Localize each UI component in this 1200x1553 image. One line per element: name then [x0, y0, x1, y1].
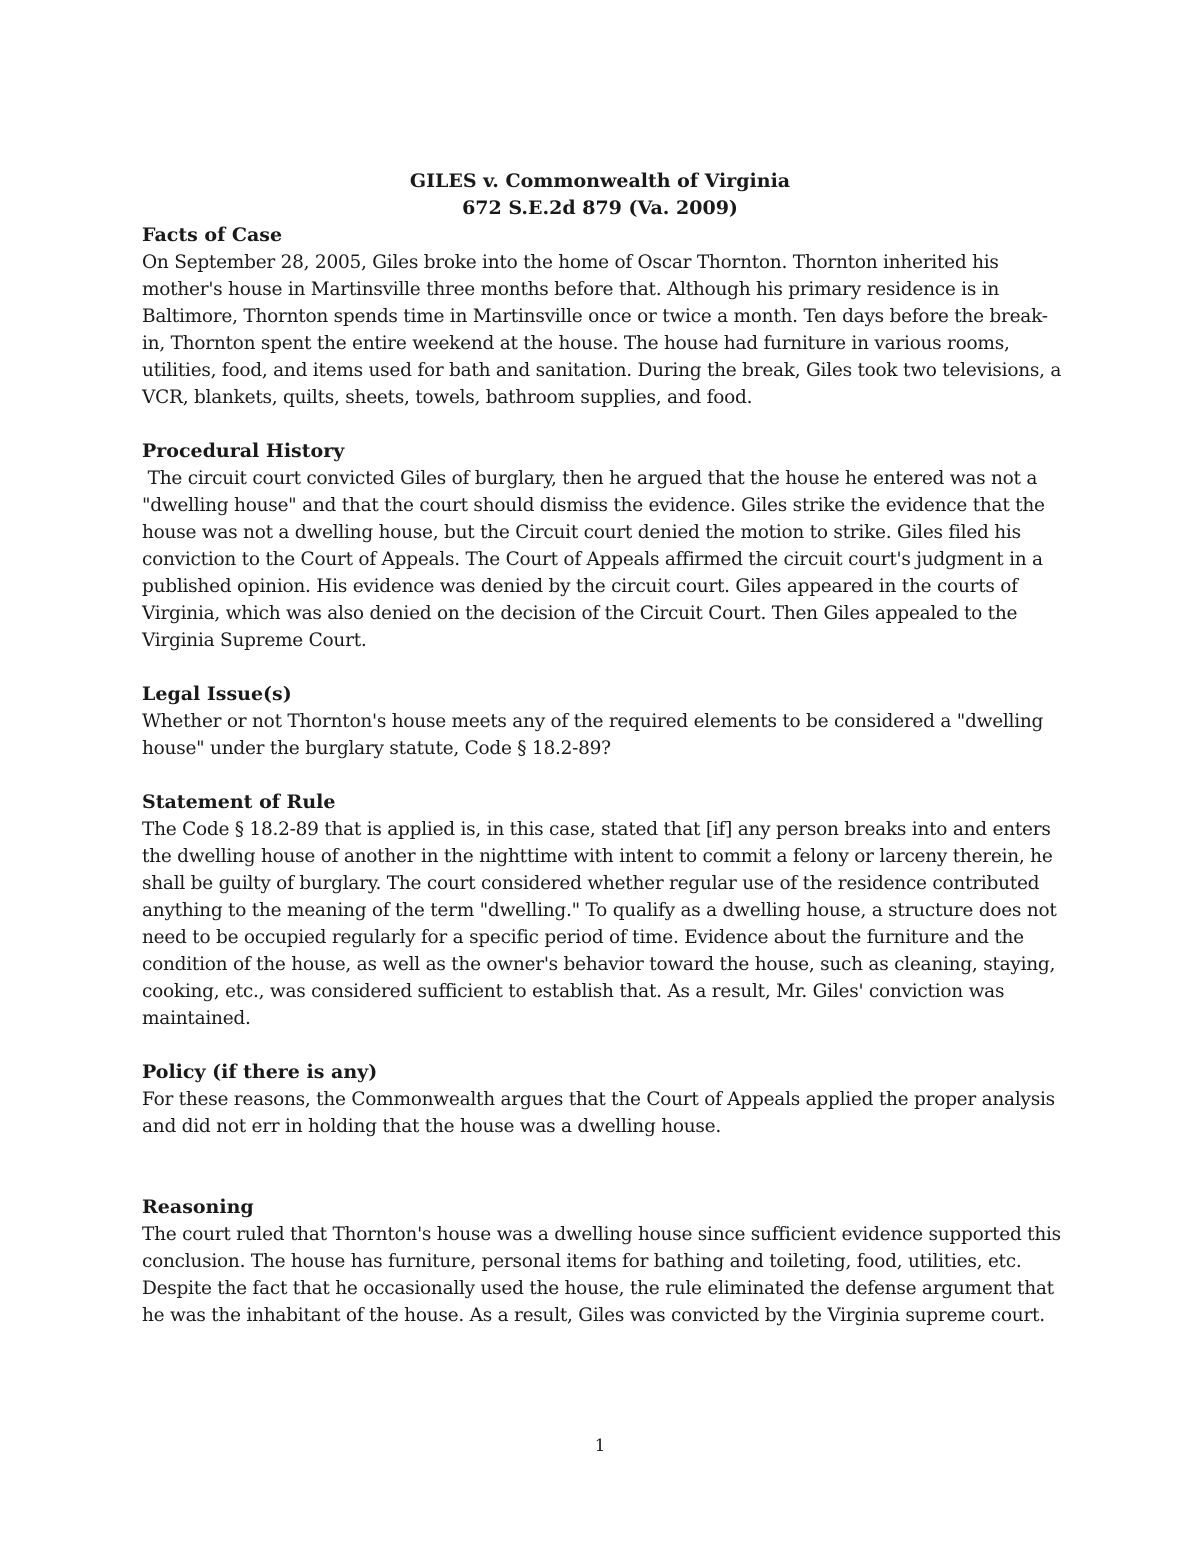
case-citation: 672 S.E.2d 879 (Va. 2009) — [462, 197, 738, 219]
section-gap — [142, 654, 1062, 681]
section-heading-reasoning: Reasoning — [142, 1196, 254, 1218]
section-body-policy: For these reasons, the Commonwealth argues that the Court of Appeals applied the proper analysis and did not err in holding that the house was a dwelling house. — [142, 1089, 1055, 1137]
section-gap — [142, 762, 1062, 789]
section-body-procedural-history: The circuit court convicted Giles of burglary, then he argued that the house he entered was not a "dwelling house" and that the court should dismiss the evidence. Giles strike the evidence that the house was not a dwelling house, but the Circuit court denied the motion to strike. Giles filed his conviction to the Court of Appeals. The Court of Appeals affirmed the circuit court's judgment in a published opinion. His evidence was denied by the circuit court. Giles appeared in the courts of Virginia, which was also denied on the decision of the Circuit Court. Then Giles appealed to the Virginia Supreme Court. — [142, 468, 1051, 651]
section-heading-statement-of-rule: Statement of Rule — [142, 791, 336, 813]
section-policy — [142, 1059, 1062, 1140]
section-body-legal-issue: Whether or not Thornton's house meets any of the required elements to be considered a "dwelling house" under the burglary statute, Code § 18.2-89? — [142, 711, 1044, 759]
section-reasoning — [142, 1194, 1062, 1329]
section-body-statement-of-rule: The Code § 18.2-89 that is applied is, in this case, stated that [if] any person breaks into and enters the dwelling house of another in the nighttime with intent to commit a felony or larceny therein, he shall be guilty of burglary. The court considered whether regular use of the residence contributed anything to the meaning of the term "dwelling." To qualify as a dwelling house, a structure does not need to be occupied regularly for a specific period of time. Evidence about the furniture and the condition of the house, as well as the owner's behavior toward the house, such as cleaning, staying, cooking, etc., was considered sufficient to establish that. As a result, Mr. Giles' conviction was maintained. — [142, 819, 1057, 1029]
section-heading-policy: Policy (if there is any) — [142, 1061, 378, 1083]
section-gap — [142, 411, 1062, 438]
section-statement-of-rule — [142, 789, 1062, 1032]
section-facts — [142, 222, 1062, 411]
section-gap — [142, 1140, 1062, 1194]
section-procedural-history — [142, 438, 1062, 654]
section-body-reasoning: The court ruled that Thornton's house was a dwelling house since sufficient evidence supported this conclusion. The house has furniture, personal items for bathing and toileting, food, utilities, etc. Despite the fact that he occasionally used the house, the rule eliminated the defense argument that he was the inhabitant of the house. As a result, Giles was convicted by the Virginia supreme court. — [142, 1224, 1061, 1326]
section-heading-facts: Facts of Case — [142, 224, 283, 246]
document-content — [142, 222, 1062, 1329]
section-heading-procedural-history: Procedural History — [142, 440, 345, 462]
case-title: GILES v. Commonwealth of Virginia — [409, 170, 791, 192]
section-heading-legal-issue: Legal Issue(s) — [142, 683, 292, 705]
section-legal-issue — [142, 681, 1062, 762]
section-body-facts: On September 28, 2005, Giles broke into the home of Oscar Thornton. Thornton inherited his mother's house in Martinsville three months before that. Although his primary residence is in Baltimore, Thornton spends time in Martinsville once or twice a month. Ten days before the break-in, Thornton spent the entire weekend at the house. The house had furniture in various rooms, utilities, food, and items used for bath and sanitation. During the break, Giles took two televisions, a VCR, blankets, quilts, sheets, towels, bathroom supplies, and food. — [142, 252, 1062, 408]
page-number: 1 — [594, 1436, 606, 1456]
section-gap — [142, 1032, 1062, 1059]
title-block — [0, 168, 1200, 222]
